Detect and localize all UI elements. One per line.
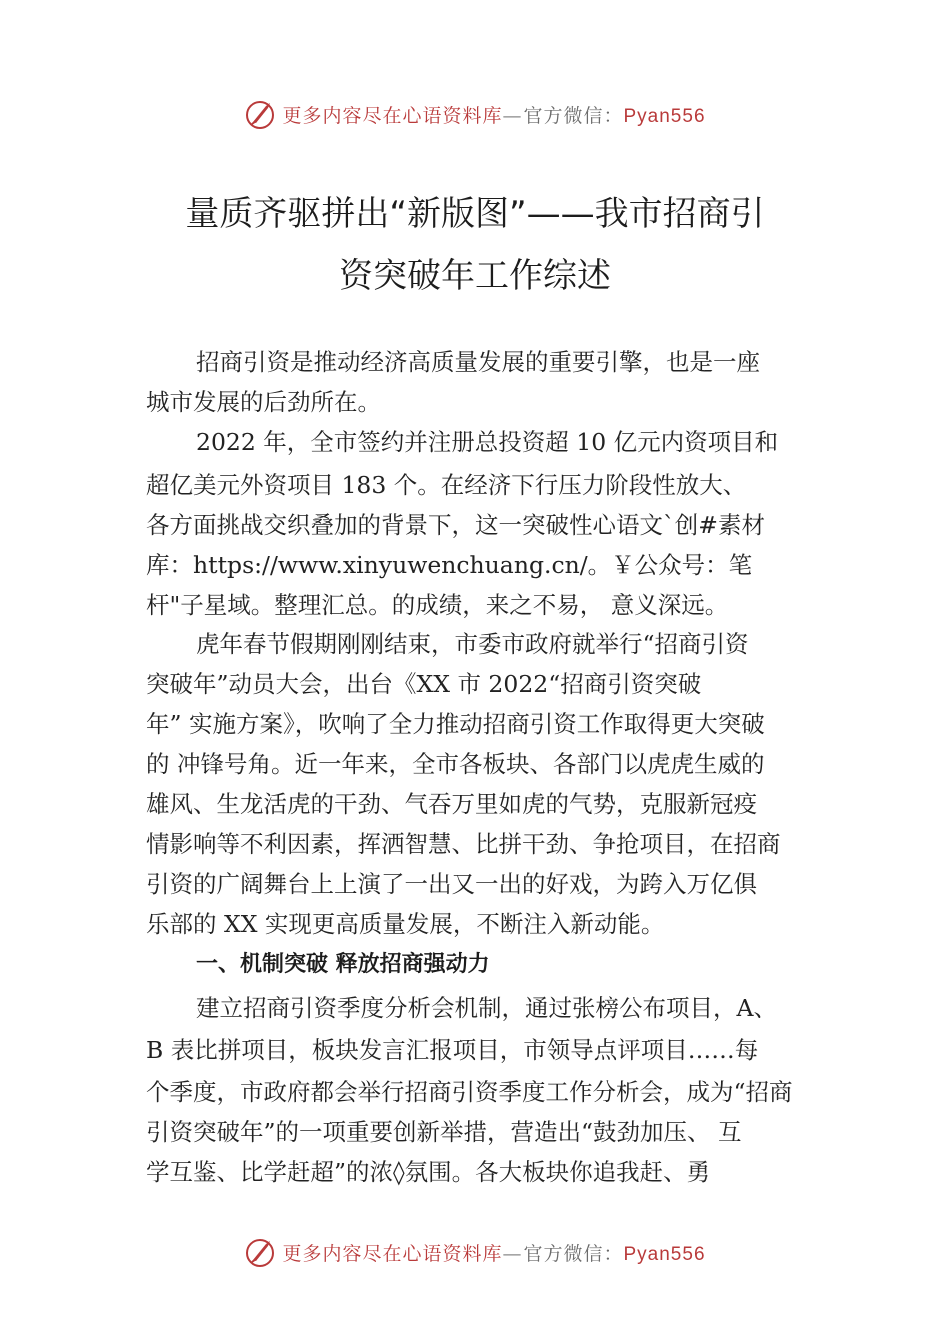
body-line: 引资的广阔舞台上上演了一出又一出的好戏，为跨入万亿俱 <box>146 870 757 898</box>
body-line: 突破年”动员大会，出台《XX 市 2022“招商引资突破 <box>146 670 702 698</box>
body-line: 乐部的 XX 实现更高质量发展，不断注入新动能。 <box>146 910 665 938</box>
banner-text <box>282 101 705 128</box>
body-line: 引资突破年”的一项重要创新举措，营造出“鼓劲加压、 互 <box>146 1118 742 1146</box>
banner-main: 更多内容尽在心语资料库 <box>282 1242 503 1265</box>
body-line: 雄风、生龙活虎的干劲、气吞万里如虎的气势，克服新冠疫 <box>146 790 757 818</box>
watermark-banner-top <box>0 94 950 134</box>
body-line: B 表比拼项目，板块发言汇报项目，市领导点评项目……每 <box>146 1036 759 1064</box>
watermark-banner-bottom <box>0 1232 950 1272</box>
quill-logo-icon <box>244 1235 278 1269</box>
banner-official: 官方微信： <box>523 104 624 127</box>
body-line: 个季度，市政府都会举行招商引资季度工作分析会，成为“招商 <box>146 1078 793 1106</box>
banner-wechat-id: Pyan556 <box>623 1243 706 1265</box>
body-line: 各方面挑战交织叠加的背景下，这一突破性心语文`创#素材 <box>146 511 765 539</box>
document-title-line-2: 资突破年工作综述 <box>339 256 611 296</box>
body-line: 虎年春节假期刚刚结束，市委市政府就举行“招商引资 <box>196 630 749 658</box>
body-line: 超亿美元外资项目 183 个。在经济下行压力阶段性放大、 <box>146 471 747 499</box>
body-line: 年” 实施方案》，吹响了全力推动招商引资工作取得更大突破 <box>146 710 765 738</box>
body-line: 城市发展的后劲所在。 <box>146 388 381 416</box>
body-line: 库：https://www.xinyuwenchuang.cn/。￥公众号：笔 <box>146 551 753 579</box>
body-line: 2022 年，全市签约并注册总投资超 10 亿元内资项目和 <box>196 428 779 456</box>
body-line: 情影响等不利因素，挥洒智慧、比拼干劲、争抢项目，在招商 <box>146 830 781 858</box>
body-line: 学互鉴、比学赶超”的浓◊氛围。各大板块你追我赶、勇 <box>146 1158 711 1186</box>
body-line: 建立招商引资季度分析会机制，通过张榜公布项目，A、 <box>196 994 777 1022</box>
body-line: 的 冲锋号角。近一年来，全市各板块、各部门以虎虎生威的 <box>146 750 765 778</box>
body-line: 杆"子星域。整理汇总。的成绩，来之不易， 意义深远。 <box>146 591 729 619</box>
section-heading: 一、机制突破 释放招商强动力 <box>196 952 490 977</box>
quill-logo-icon <box>244 97 278 131</box>
banner-main: 更多内容尽在心语资料库 <box>282 104 503 127</box>
banner-separator: — <box>502 1242 524 1265</box>
body-line: 招商引资是推动经济高质量发展的重要引擎，也是一座 <box>196 348 760 376</box>
banner-wechat-id: Pyan556 <box>623 105 706 127</box>
document-title-line-1: 量质齐驱拼出“新版图”——我市招商引 <box>185 194 765 234</box>
banner-official: 官方微信： <box>523 1242 624 1265</box>
banner-separator: — <box>502 104 524 127</box>
banner-text <box>282 1239 705 1266</box>
